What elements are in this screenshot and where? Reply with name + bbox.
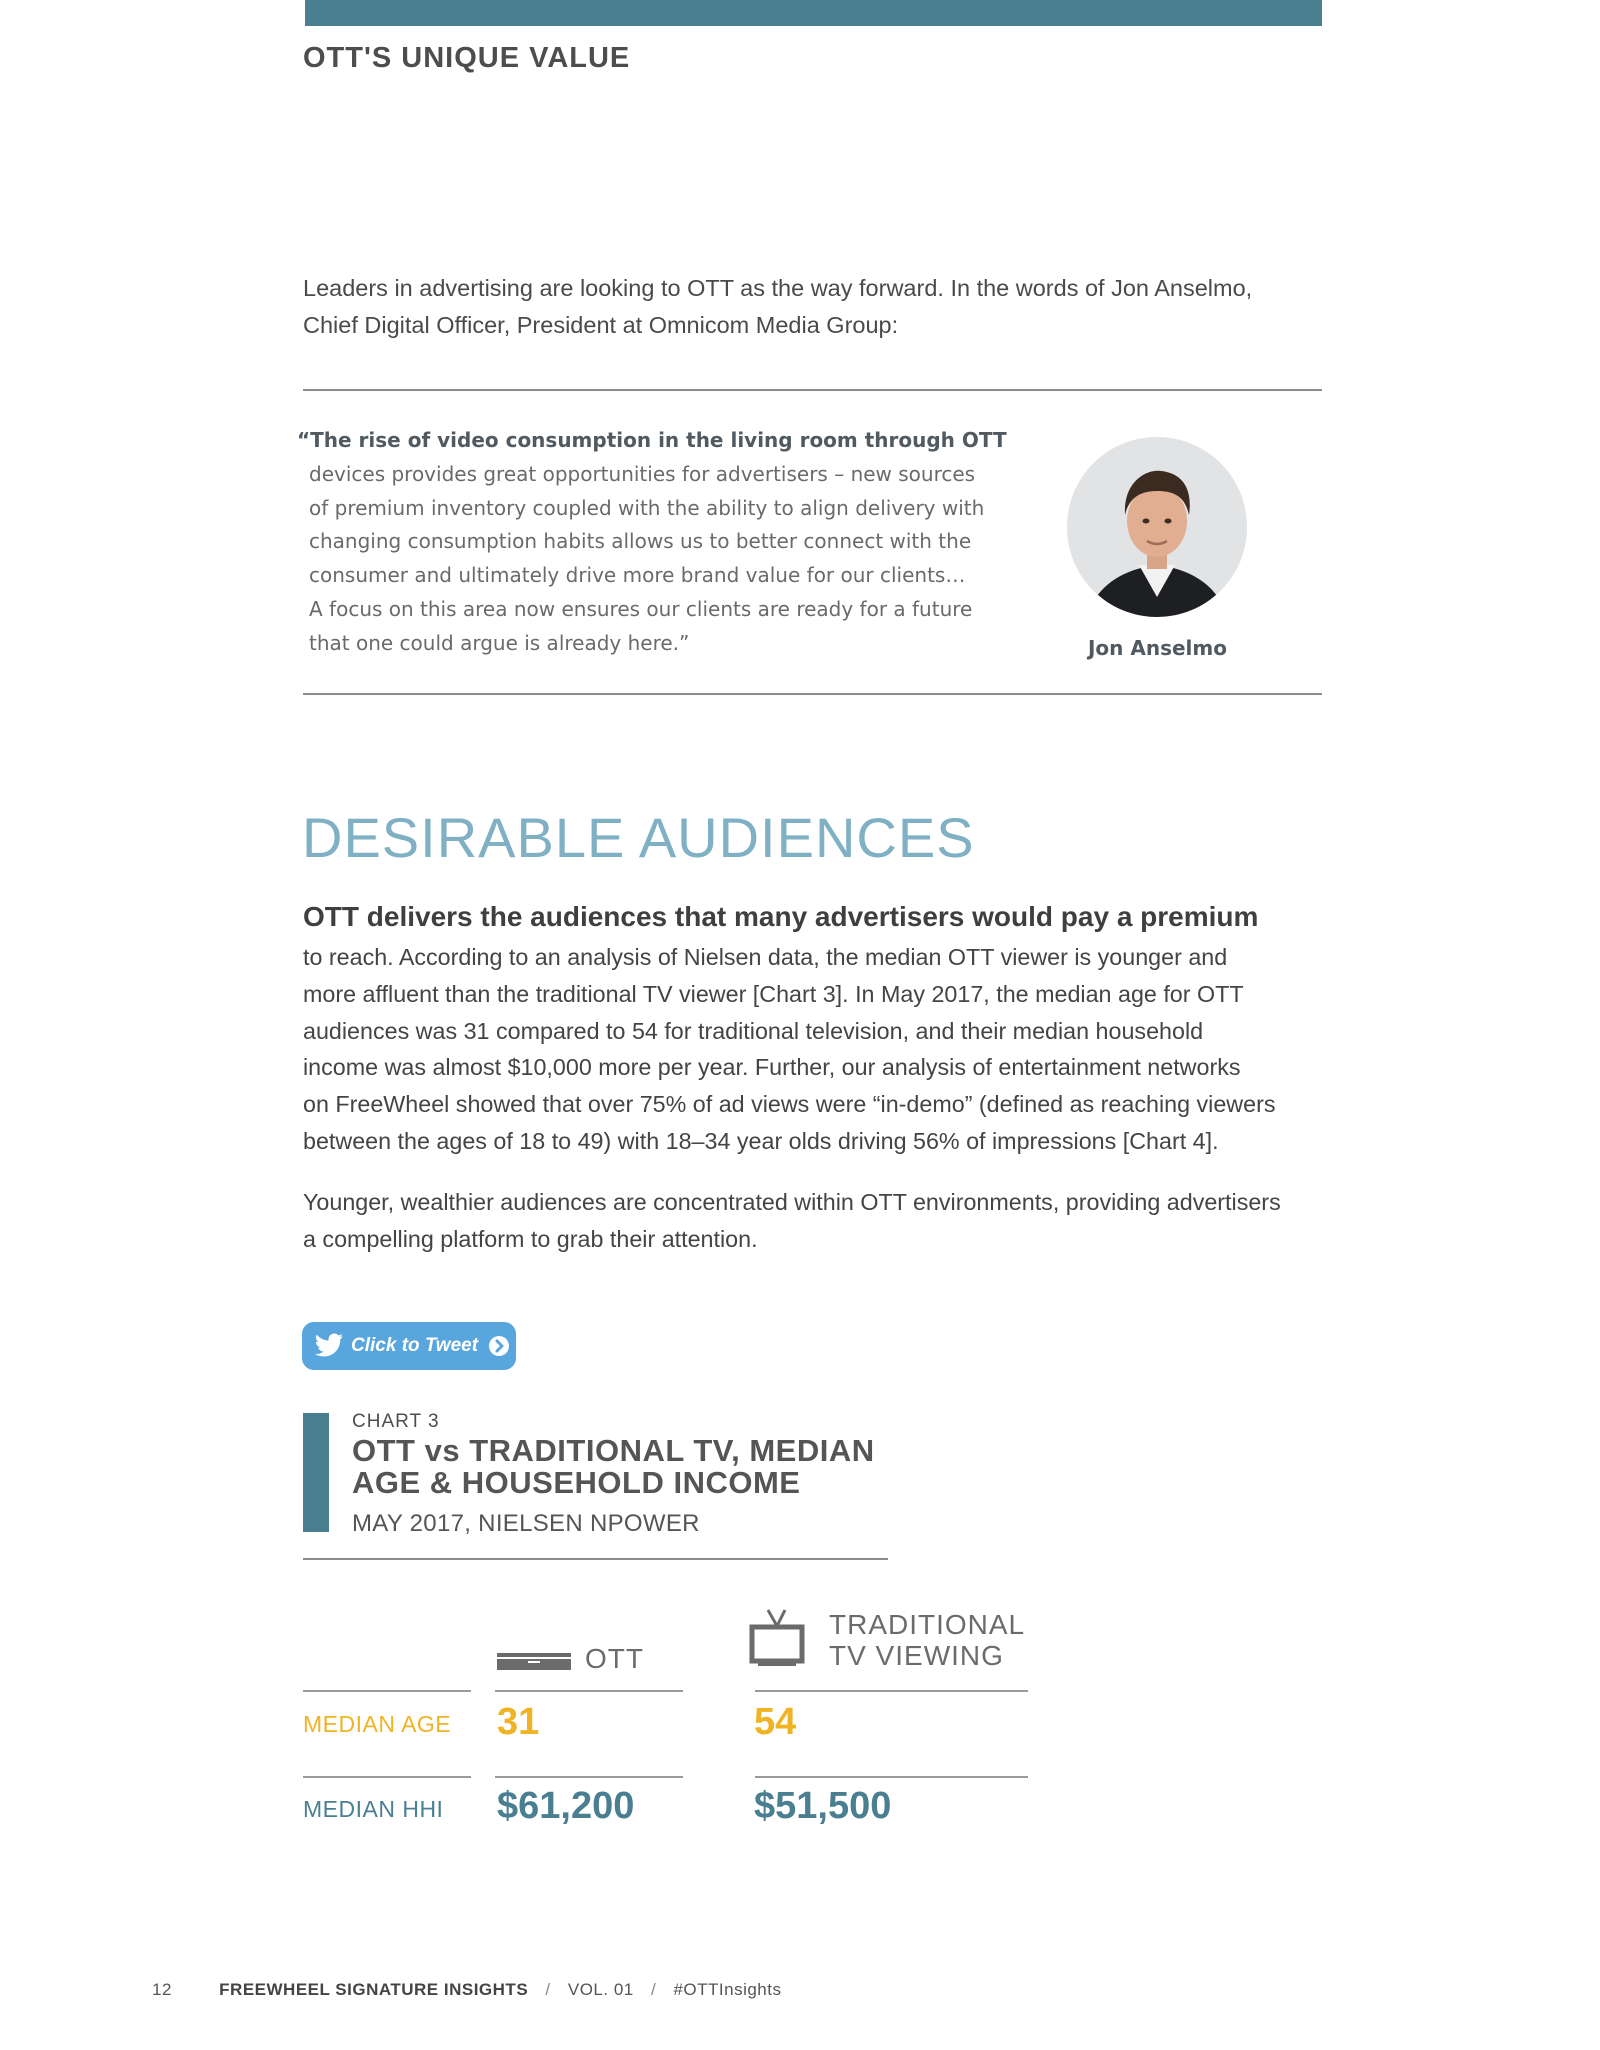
body-line: Younger, wealthier audiences are concentrated within OTT environments, providing advertisers — [303, 1189, 1281, 1215]
table-rule — [495, 1690, 683, 1692]
median-hhi-label: MEDIAN HHI — [303, 1796, 444, 1822]
chart-subtitle: MAY 2017, NIELSEN NPOWER — [352, 1510, 700, 1537]
quote-line: “The rise of video consumption in the living room through OTT — [297, 428, 1007, 452]
tweet-button-label: Click to Tweet — [351, 1335, 479, 1356]
section-title: DESIRABLE AUDIENCES — [302, 806, 975, 869]
publication-name: FREEWHEEL SIGNATURE INSIGHTS — [219, 1980, 529, 1999]
tv-column-header — [829, 1609, 1025, 1671]
pull-quote — [297, 424, 1007, 661]
footer-separator: / — [650, 1980, 657, 1999]
click-to-tweet-button[interactable] — [302, 1322, 516, 1370]
tv-header-line: TV VIEWING — [829, 1640, 1004, 1671]
quote-line: A focus on this area now ensures our clients are ready for a future — [309, 596, 973, 621]
streaming-device-icon — [497, 1650, 571, 1672]
body-line: audiences was 31 compared to 54 for traditional television, and their median household — [303, 1017, 1204, 1044]
ott-median-age-value: 31 — [497, 1701, 540, 1743]
intro-line: Leaders in advertising are looking to OTT as the way forward. In the words of Jon Anselmo, — [303, 275, 1253, 301]
body-paragraph-2 — [303, 1184, 1323, 1258]
tv-median-hhi-value: $51,500 — [754, 1785, 892, 1827]
section-label: OTT'S UNIQUE VALUE — [303, 42, 631, 74]
table-rule — [303, 1690, 471, 1692]
television-icon — [749, 1606, 805, 1668]
hashtag-label: #OTTInsights — [673, 1980, 782, 1999]
body-line: more affluent than the traditional TV viewer [Chart 3]. In May 2017, the median age for OTT — [303, 980, 1244, 1007]
chart-title-line: OTT vs TRADITIONAL TV, MEDIAN — [352, 1433, 875, 1468]
top-accent-bar — [305, 0, 1322, 26]
table-rule — [303, 1776, 471, 1778]
quote-line: consumer and ultimately drive more brand value for our clients… — [309, 563, 966, 588]
quote-top-divider — [303, 389, 1322, 391]
chart-title-line: AGE & HOUSEHOLD INCOME — [352, 1465, 801, 1500]
table-rule — [755, 1690, 1028, 1692]
quote-line: that one could argue is already here.” — [309, 630, 690, 655]
tv-median-age-value: 54 — [754, 1701, 797, 1743]
chevron-right-circle-icon — [488, 1335, 510, 1357]
quote-line: changing consumption habits allows us to better connect with the — [309, 529, 972, 554]
tv-header-line: TRADITIONAL — [829, 1609, 1026, 1640]
avatar — [1067, 437, 1247, 617]
table-rule — [495, 1776, 683, 1778]
page-number: 12 — [152, 1980, 172, 1999]
chart-number: CHART 3 — [352, 1411, 440, 1432]
body-line: to reach. According to an analysis of Nielsen data, the median OTT viewer is younger and — [303, 944, 1228, 970]
body-line: on FreeWheel showed that over 75% of ad views were “in-demo” (defined as reaching viewers — [303, 1091, 1276, 1118]
table-rule — [755, 1776, 1028, 1778]
quote-bottom-divider — [303, 693, 1322, 695]
quote-line: devices provides great opportunities for advertisers – new sources — [309, 461, 976, 486]
quote-author-name: Jon Anselmo — [1087, 636, 1227, 660]
twitter-bird-icon — [314, 1333, 344, 1359]
page-footer — [152, 1980, 782, 2000]
body-line: income was almost $10,000 more per year. Further, our analysis of entertainment networks — [303, 1054, 1241, 1081]
chart-accent-bar — [303, 1413, 329, 1532]
footer-separator: / — [545, 1980, 551, 1999]
portrait-photo-icon — [1067, 437, 1247, 617]
quote-line: of premium inventory coupled with the ability to align delivery with — [309, 495, 985, 520]
body-line: a compelling platform to grab their attention. — [303, 1225, 758, 1252]
body-paragraph-1 — [303, 939, 1323, 1160]
lead-sentence: OTT delivers the audiences that many advertisers would pay a premium — [303, 901, 1259, 932]
ott-median-hhi-value: $61,200 — [497, 1785, 635, 1827]
median-age-label: MEDIAN AGE — [303, 1711, 452, 1737]
ott-column-header: OTT — [585, 1643, 644, 1674]
chart-header-divider — [303, 1558, 888, 1560]
volume-label: VOL. 01 — [567, 1980, 634, 1999]
chart-title — [352, 1435, 875, 1499]
intro-paragraph — [303, 270, 1313, 344]
intro-line: Chief Digital Officer, President at Omnicom Media Group: — [303, 312, 899, 338]
body-line: between the ages of 18 to 49) with 18–34 year olds driving 56% of impressions [Chart 4]. — [303, 1127, 1219, 1154]
